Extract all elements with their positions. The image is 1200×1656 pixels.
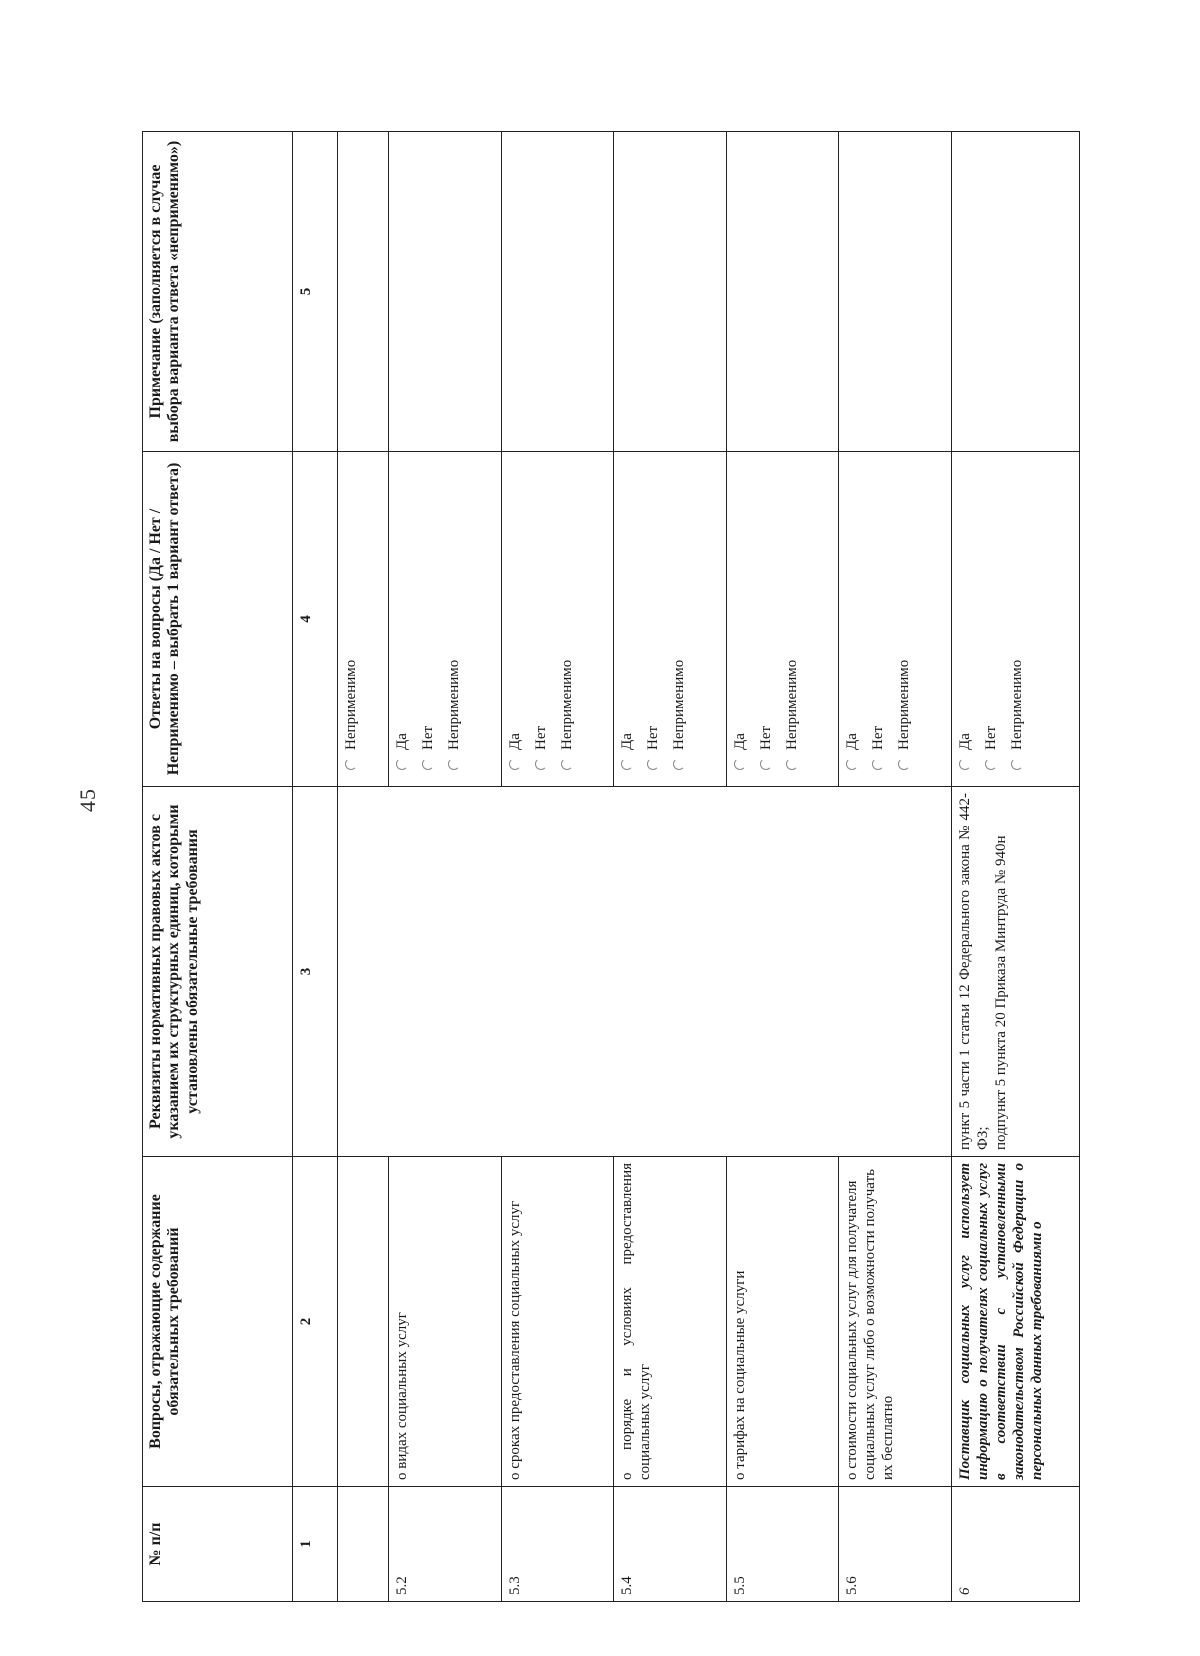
row-note[interactable]: [839, 132, 952, 452]
radio-button-icon[interactable]: [846, 758, 858, 770]
answer-option[interactable]: [506, 458, 524, 770]
option-label: Да: [731, 733, 748, 750]
row-legal-acts: [338, 787, 952, 1157]
answer-option[interactable]: [783, 458, 801, 770]
table-row: [338, 132, 389, 1602]
answer-option[interactable]: [618, 458, 636, 770]
row-note[interactable]: [501, 132, 614, 452]
option-label: Неприменимо: [558, 659, 575, 750]
option-label: Нет: [870, 725, 887, 750]
radio-button-icon[interactable]: [448, 758, 460, 770]
option-label: Да: [619, 733, 636, 750]
answer-option[interactable]: [419, 458, 437, 770]
option-label: Нет: [757, 725, 774, 750]
row-number: 5.3: [501, 1487, 614, 1602]
row-number: 5.2: [389, 1487, 502, 1602]
row-answers: [839, 452, 952, 787]
radio-button-icon[interactable]: [647, 758, 659, 770]
option-label: Неприменимо: [896, 659, 913, 750]
answer-option[interactable]: [1008, 458, 1026, 770]
radio-button-icon[interactable]: [985, 758, 997, 770]
option-label: Неприменимо: [783, 659, 800, 750]
option-label: Нет: [982, 725, 999, 750]
row-note[interactable]: [389, 132, 502, 452]
option-label: Нет: [532, 725, 549, 750]
header-legal-acts: Реквизиты нормативных правовых актов с указанием их структурных единиц, которыми установлены обязательные требования: [143, 787, 293, 1157]
row-answers: [726, 452, 839, 787]
answer-option[interactable]: [731, 458, 749, 770]
row-question: о тарифах на социальные услуги: [726, 1157, 839, 1487]
answer-option[interactable]: [895, 458, 913, 770]
answer-option[interactable]: [393, 458, 411, 770]
column-number: 5: [293, 132, 338, 452]
row-note[interactable]: [614, 132, 727, 452]
column-number-row: [293, 132, 338, 1602]
row-answers: [614, 452, 727, 787]
radio-button-icon[interactable]: [422, 758, 434, 770]
document-sheet: [142, 132, 1080, 1602]
option-label: Неприменимо: [1008, 659, 1025, 750]
row-answers: [389, 452, 502, 787]
option-label: Да: [844, 733, 861, 750]
row-question: о видах социальных услуг: [389, 1157, 502, 1487]
radio-button-icon[interactable]: [786, 758, 798, 770]
radio-button-icon[interactable]: [561, 758, 573, 770]
header-notes: Примечание (заполняется в случае выбора варианта ответа «неприменимо»): [143, 132, 293, 452]
option-label: Нет: [420, 725, 436, 750]
row-answers: [338, 452, 389, 787]
column-number: 1: [293, 1487, 338, 1602]
column-number: 4: [293, 452, 338, 787]
row-question: Поставщик социальных услуг использует информацию о получателях социальных услуг в соответствии с установленными законодательством Российской Федерации о персональных данных требованиями о: [951, 1157, 1079, 1487]
radio-button-icon[interactable]: [760, 758, 772, 770]
page-number: 45: [75, 788, 100, 812]
row-note[interactable]: [338, 132, 389, 452]
column-number: 3: [293, 787, 338, 1157]
row-question: [338, 1157, 389, 1487]
option-label: Да: [506, 733, 523, 750]
answer-option[interactable]: [757, 458, 775, 770]
answer-option[interactable]: [843, 458, 861, 770]
header-questions: Вопросы, отражающие содержание обязательных требований: [143, 1157, 293, 1487]
radio-button-icon[interactable]: [621, 758, 633, 770]
header-answers: Ответы на вопросы (Да / Нет / Неприменимо – выбрать 1 вариант ответа): [143, 452, 293, 787]
radio-button-icon[interactable]: [959, 758, 971, 770]
option-label: Неприменимо: [343, 659, 359, 750]
row-number: 5.6: [839, 1487, 952, 1602]
answer-option[interactable]: [532, 458, 550, 770]
answer-option[interactable]: [869, 458, 887, 770]
radio-button-icon[interactable]: [1011, 758, 1023, 770]
row-note[interactable]: [726, 132, 839, 452]
requirements-table: [142, 131, 1080, 1602]
radio-button-icon[interactable]: [396, 758, 408, 770]
row-answers: [951, 452, 1079, 787]
option-label: Да: [394, 733, 410, 750]
radio-button-icon[interactable]: [345, 758, 357, 770]
answer-option[interactable]: [982, 458, 1000, 770]
row-question: о стоимости социальных услуг для получателя социальных услуг либо о возможности получать их бесплатно: [839, 1157, 952, 1487]
legal-act-reference: подпункт 5 пункта 20 Приказа Минтруда № 940н: [992, 835, 1009, 1150]
answer-option[interactable]: [644, 458, 662, 770]
row-question: о сроках предоставления социальных услуг: [501, 1157, 614, 1487]
radio-button-icon[interactable]: [734, 758, 746, 770]
radio-button-icon[interactable]: [535, 758, 547, 770]
row-number: 5.4: [614, 1487, 727, 1602]
option-label: Да: [956, 733, 973, 750]
answer-option[interactable]: [670, 458, 688, 770]
row-answers: [501, 452, 614, 787]
option-label: Нет: [645, 725, 662, 750]
row-number: 5.5: [726, 1487, 839, 1602]
legal-act-reference: пункт 5 части 1 статьи 12 Федерального закона № 442-ФЗ;: [956, 793, 991, 1150]
header-number: № п/п: [143, 1487, 293, 1602]
row-question: о порядке и условиях предоставления социальных услуг: [614, 1157, 727, 1487]
answer-option[interactable]: [558, 458, 576, 770]
row-legal-acts: [951, 787, 1079, 1157]
answer-option[interactable]: [445, 458, 463, 770]
option-label: Неприменимо: [671, 659, 688, 750]
row-number: 6: [951, 1487, 1079, 1602]
header-row: [143, 132, 293, 1602]
row-number: [338, 1487, 389, 1602]
radio-button-icon[interactable]: [898, 758, 910, 770]
column-number: 2: [293, 1157, 338, 1487]
radio-button-icon[interactable]: [673, 758, 685, 770]
option-label: Неприменимо: [446, 659, 462, 750]
table-row: [951, 132, 1079, 1602]
answer-option[interactable]: [956, 458, 974, 770]
radio-button-icon[interactable]: [872, 758, 884, 770]
radio-button-icon[interactable]: [509, 758, 521, 770]
row-note[interactable]: [951, 132, 1079, 452]
answer-option[interactable]: [342, 458, 360, 770]
